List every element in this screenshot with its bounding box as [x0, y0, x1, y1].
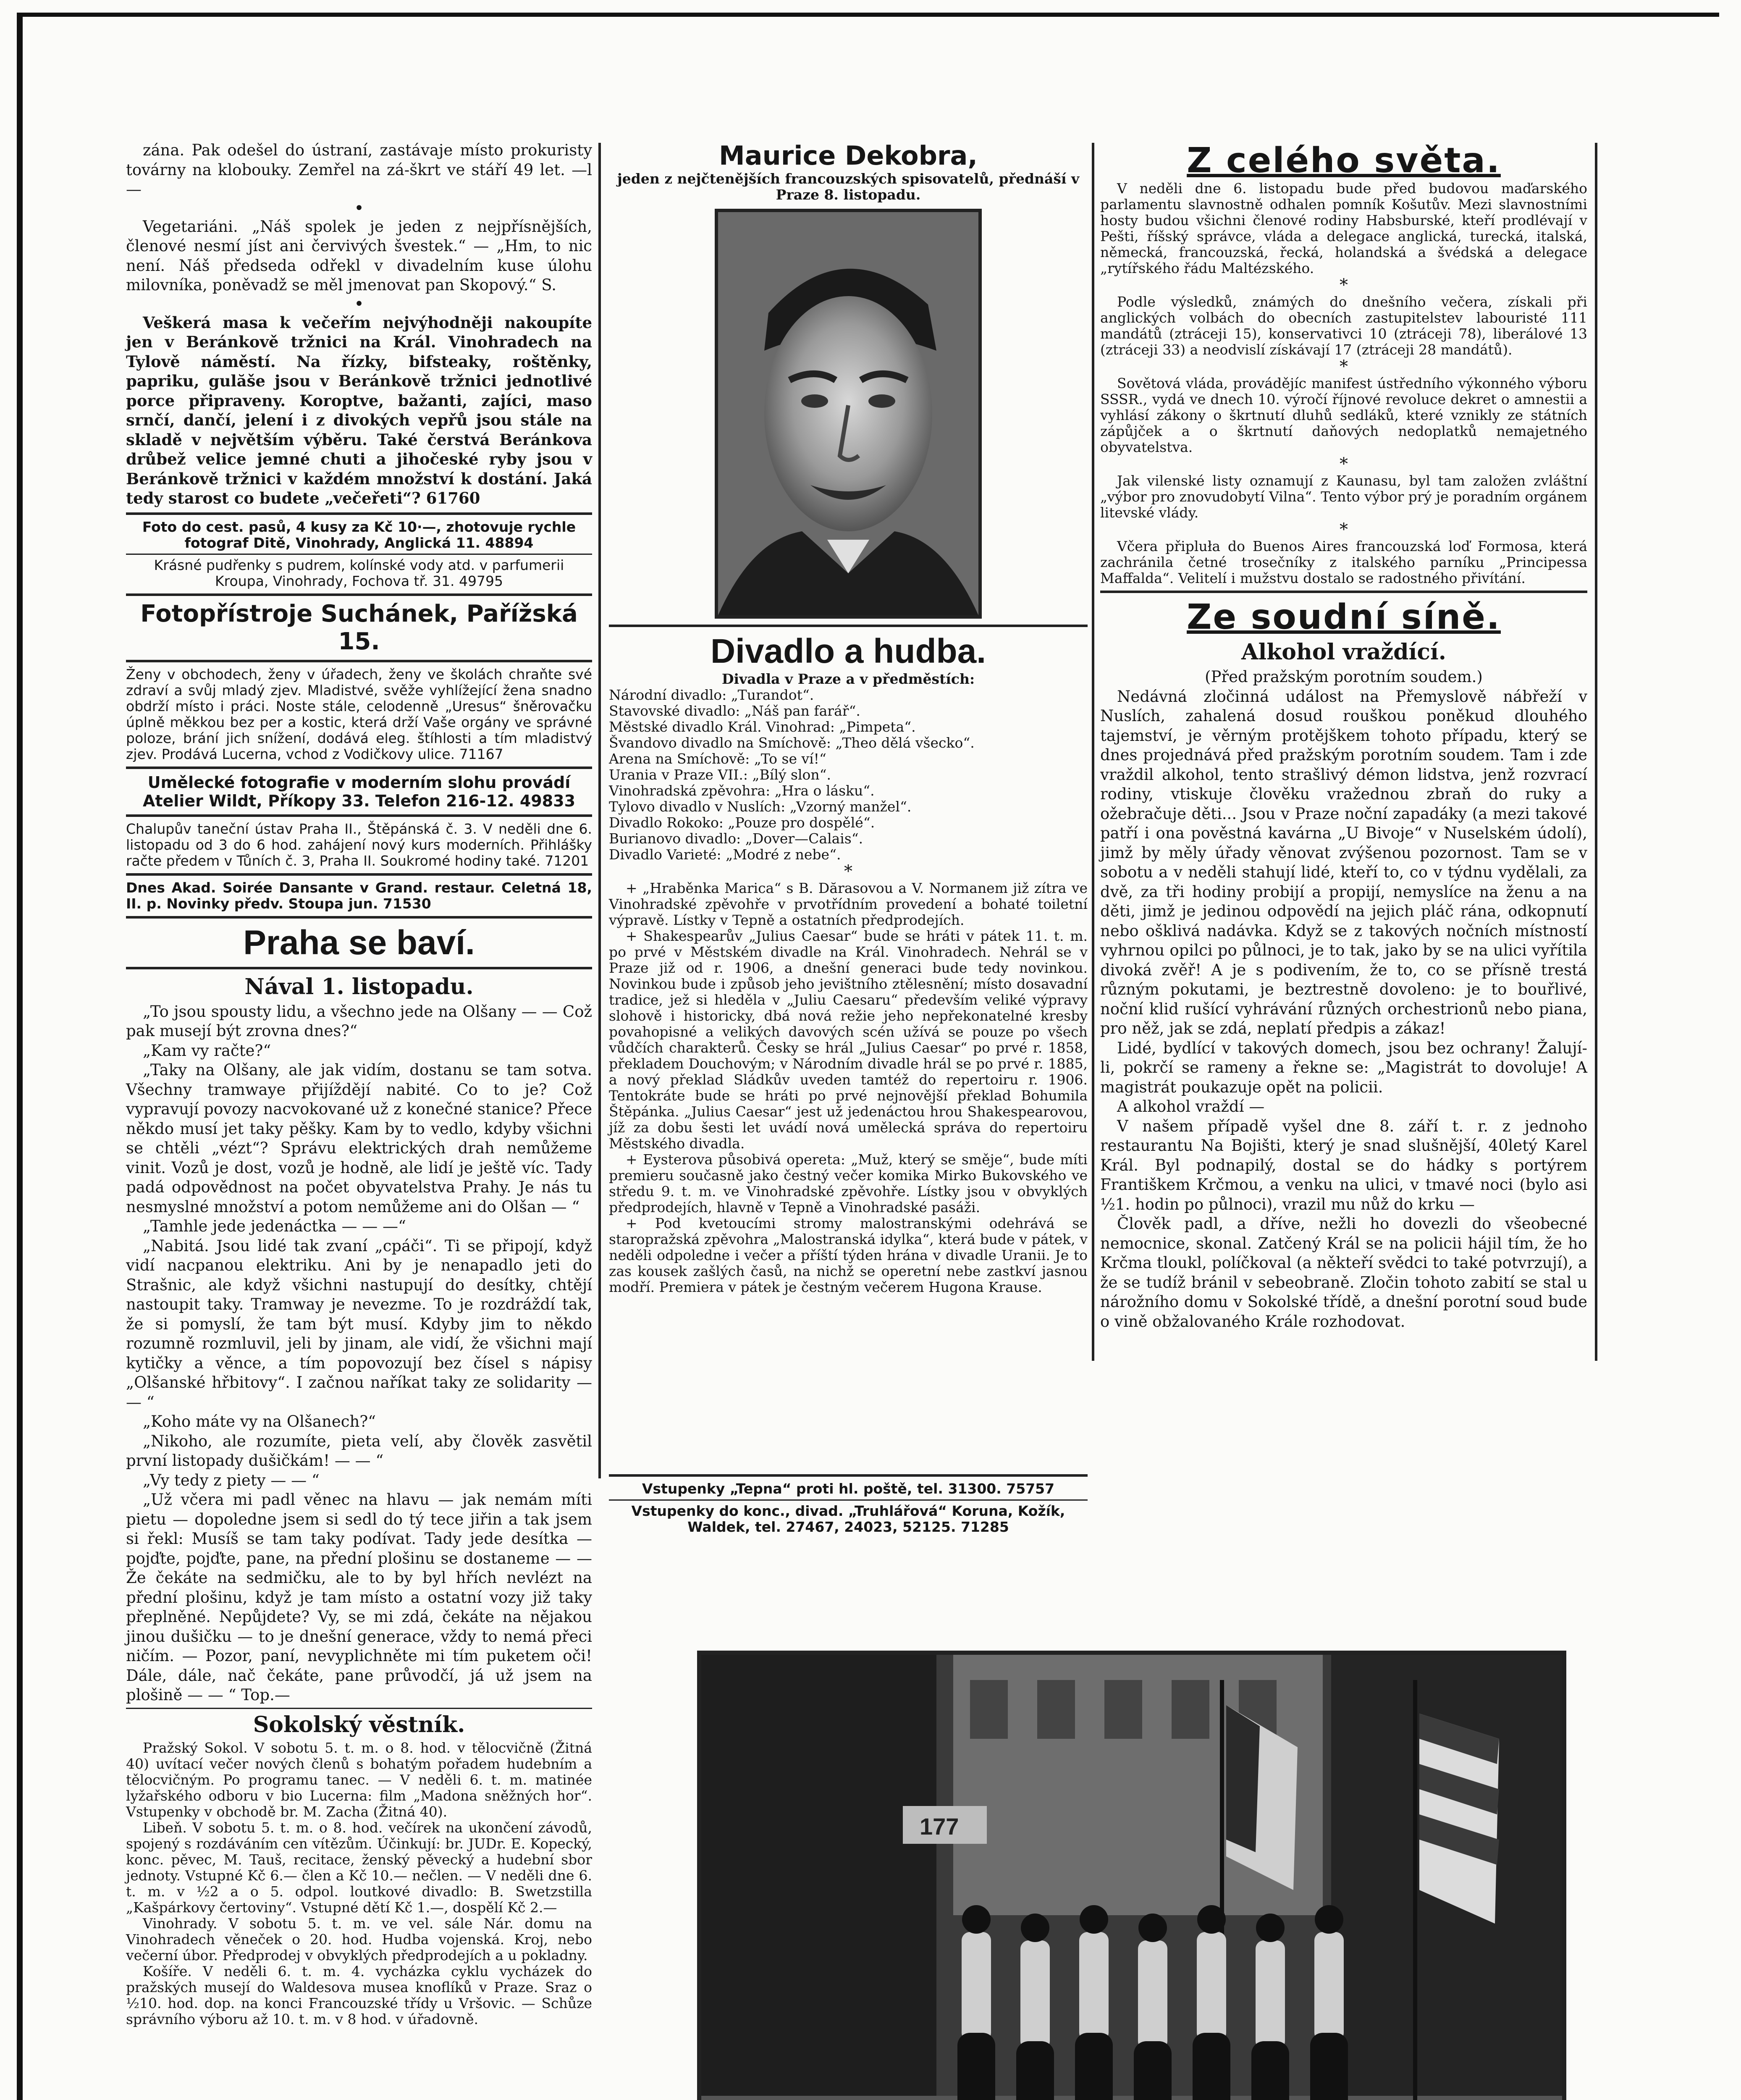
ad-photo-passport: Foto do cest. pasů, 4 kusy za Kč 10·—, zhotovuje rychle fotograf Ditě, Vinohrady, Anglická 11. 48894 [142, 518, 576, 551]
column-middle [609, 140, 1088, 1295]
separator: * [1340, 520, 1348, 539]
divider [1100, 591, 1587, 593]
ad-soiree: Dnes Akad. Soirée Dansante v Grand. restaur. Celetná 18, II. p. Novinky předv. Stoupa jun. 71530 [126, 879, 592, 912]
section-title-praha: Praha se baví. [243, 923, 475, 962]
sokol-item: Košíře. V neděli 6. t. m. 4. vycházka cyklu vycházek do pražských musejí do Waldesova musea knoflíků v Praze. Sraz o ½10. hod. dop. na konci Francouzské třídy u Vršovic. — Schůze správního výboru až 10. t. m. v 8 hod. v úřadovně. [126, 1963, 592, 2027]
theatre-listing: Divadlo Varieté: „Modré z nebe“. [609, 846, 841, 863]
ad-wildt-atelier: Umělecké fotografie v moderním slohu provádí Atelier Wildt, Příkopy 33. Telefon 216-12. 49833 [142, 773, 576, 810]
world-news-item: V neděli dne 6. listopadu bude před budovou maďarského parlamentu slavnostně odhalen pomník Košutův. Mezi slavnostními hosty budou všichni členové rodiny Habsburské, kteří prodlévají v Pešti, říšský správce, vláda a delegace anglická, turecká, italská, německá, francouzská, řecká, holandská a švédská a delegace „rytířského řádu Maltézského. [1100, 180, 1587, 276]
court-paragraph: Lidé, bydlící v takových domech, jsou bez ochrany! Žalují-li, pokrčí se rameny a řekne se: „Magistrát to dovoluje! A magistrát poukazuje opět na policii. [1100, 1039, 1587, 1096]
naval-paragraph: „Už včera mi padl věnec na hlavu — jak nemám míti pietu — dopoledne jsem si sedl do tý tece jiřin a tak jsem si řekl: Musíš se tam taky podívat. Tady jede desítka — pojďte, pojďte, pane, na přední plošinu se dostaneme — — Že čekáte na sedmičku, ale to by byl hřích nevlézt na přední plošinu, když je tam místo a ostatní vozy již taky přeplněné. Nepůjdete? Vy, se mi zdá, čekáte na nějakou jinou dušičku — to je dnešní generace, vždy to nemá přeci ničím. — Pozor, paní, nevyplichněte mi tím puketem oči! Dále, dále, nač čekáte, pane průvodčí, já už jsem na plošině — — “ Top.— [126, 1491, 592, 1704]
ad-suchanek-cameras: Fotopřístroje Suchánek, Pařížská 15. [140, 600, 578, 655]
theatre-news: + Shakespearův „Julius Caesar“ bude se hráti v pátek 11. t. m. po prvé v Městském divadle na Král. Vinohradech. Nehrál se v Praze již od r. 1906, a dnešní generaci bude tedy novinkou. Novinkou bude i způsob jeho jevištního ztělesnění; místo dosavadní tradice, jež si hleděla v „Juliu Caesaru“ především veliké výpravy slohově i historicky, dbá nová režie jeho nepřekonatelné kresby povahopisné a velikých davových scén užívá se pouze po všech vůdčích charakterů. Česky se hrál „Julius Caesar“ po prvé r. 1858, překladem Douchovým; v Národním divadle hrál se po prvé r. 1885, a nový překlad Sládkův uveden tamtéž do repertoiru r. 1906. Tentokráte bude se hráti po prvé nejnovější překlad Bohumila Štěpánka. „Julius Caesar“ jest už jedenáctou hrou Shakespearovou, jíž za dobu šesti let uvádí nová umělecká správa do repertoiru Městského divadla. [609, 928, 1088, 1152]
section-title-world: Z celého světa. [1187, 141, 1501, 181]
separator: * [1340, 276, 1348, 295]
naval-paragraph: „Nikoho, ale rozumíte, pieta velí, aby člověk zasvětil první listopady dušičkám! — — “ [126, 1432, 592, 1470]
column-rule [598, 143, 601, 1478]
section-title-sokol: Sokolský věstník. [253, 1712, 465, 1738]
divider [609, 1474, 1088, 1477]
section-title-court: Ze soudní síně. [1187, 597, 1501, 637]
theatre-listing: Městské divadlo Král. Vinohrad: „Pimpeta“. [609, 719, 916, 735]
sokol-item: Vinohrady. V sobotu 5. t. m. ve vel. sále Nár. domu na Vinohradech věneček o 20. hod. Hudba vojenská. Kroj, nebo večerní úbor. Předprodej v obvyklých předprodejích a u pokladny. [126, 1915, 592, 1964]
theatre-listing: Stavovské divadlo: „Náš pan farář“. [609, 703, 860, 719]
world-news-item: Jak vilenské listy oznamují z Kaunasu, byl tam založen zvláštní „výbor pro znovudobytí Vilna“. Tento výbor prý je poradním orgánem litevské vlády. [1100, 472, 1587, 521]
naval-paragraph: „Kam vy račte?“ [143, 1041, 271, 1060]
dekobra-portrait [715, 209, 982, 619]
separator: * [844, 862, 852, 881]
court-article-title: Alkohol vraždící. [1241, 639, 1446, 665]
divider [126, 593, 592, 596]
naval-paragraph: „Koho máte vy na Olšanech?“ [143, 1412, 376, 1431]
photo-image [701, 1655, 1562, 2100]
naval-paragraph: „To jsou spousty lidu, a všechno jede na Olšany — — Což pak musejí být zrovna dnes?“ [126, 1002, 592, 1040]
divider [126, 1708, 592, 1709]
separator: * [1340, 454, 1348, 474]
court-lead: (Před pražským porotním soudem.) [1205, 668, 1483, 686]
ad-meat-market: Veškerá masa k večeřím nejvýhodněji nakoupíte jen v Beránkově tržnici na Král. Vinohradech na Tylově náměstí. Na řízky, bifsteaky, roštěnky, papriku, gulăše jsou v Beránkově tržnici jednotlivé porce připraveny. Koroptve, bažanti, zajíci, maso srnčí, dančí, jelení i z divokých vepřů jsou stále na skladě v největším výběru. Také čerstvá Beránkova drůbež velice jemné chuti a jihočeské ryby jsou v Beránkově tržnici v každém množství k dostání. Jaká tedy starost co budete „večeřeti“? 61760 [126, 313, 592, 507]
separator: • [354, 294, 364, 314]
article-title-naval: Nával 1. listopadu. [244, 974, 474, 1000]
world-news-item: Včera připluła do Buenos Aires francouzská loď Formosa, která zachránila četné trosečníky z italského parníku „Principessa Maffalda“. Velitelí i mužstvu dostalo se radostného přivítání. [1100, 538, 1587, 586]
sokol-item: Pražský Sokol. V sobotu 5. t. m. o 8. hod. v tělocvičně (Žitná 40) uvítací večer nových členů s bohatým pořadem hudebním a tělocvičným. Po programu tanec. — V neděli 6. t. m. matinée lyžařského odboru v bio Lucerna: film „Madona sněžných hor“. Vstupenky v obchodě br. M. Zacha (Žitná 40). [126, 1739, 592, 1820]
vegetarians-joke: Vegetariáni. „Náš spolek je jeden z nejpřísnějších, členové nesmí jíst ani červivých švestek.“ — „Hm, to nic není. Náš předseda odřekl v divadelním kuse úlohu milovníka, poněvadž se měl jmenovat pan Skopový.“ S. [126, 217, 592, 294]
naval-paragraph: „Nabitá. Jsou lidé tak zvaní „cpáči“. Ti se připojí, když vidí nacpanou elektriku. Ani by je nenapadlo jeti do Strašnic, ale když všichni nastupují do desítky, chtějí nastoupit taky. Tramway je nevezme. To je rozdráždí tak, že si pomyslí, že tam být musí. Kdyby jim to někdo rozumně rozmluvil, jeli by jinam, ale vidí, že všichni mají kytičky a věnce, a tím popovozují bez čísel s nápisy „Olšanské hřbitovy“. I začnou naříkat taky ze solidarity — — “ [126, 1236, 592, 1411]
column-middle-footer [609, 1470, 1088, 1535]
theatre-listing: Arena na Smíchově: „To se ví!“ [609, 751, 826, 767]
opening-paragraph: zána. Pak odešel do ústraní, zastávaje místo prokuristy továrny na klobouky. Zemřel na zá-škrt ve stáří 49 let. —l— [126, 141, 592, 198]
divider [126, 554, 592, 555]
photo-sign-number: 177 [920, 1813, 959, 1840]
column-rule [1595, 143, 1597, 1361]
world-news-item: Podle výsledků, známých do dnešního večera, získali při anglických volbách do obecních zastupitelstev labouristé 111 mandátů (ztráceji 15), konservativci 10 (ztráceji 78), liberálové 13 (ztráceji 33) a neodvislí získávají 17 (ztráceji 28 mandátů). [1100, 294, 1587, 358]
court-paragraph: Člověk padl, a dříve, nežli ho dovezli do všeobecné nemocnice, skonal. Zatčený Král se na policii hájil tím, že ho Krčma tloukl, políčkoval (a někteří svědci to také potvrzují), a že se tudíž bránil v sebeobraně. Zločin tohoto zabití se stal u nárožního domu v Sokolské třídě, a dnešní porotní soud bude o vině obžalovaného Krále rozhodovat. [1100, 1215, 1587, 1331]
divider [609, 1499, 1088, 1501]
theatre-listing: Tylovo divadlo v Nuslích: „Vzorný manžel“. [609, 798, 912, 815]
divider [126, 814, 592, 817]
theatre-listing: Vinohradská zpěvohra: „Hra o lásku“. [609, 782, 875, 799]
column-rule [1092, 143, 1094, 1361]
theatre-listing: Urania v Praze VII.: „Bílý slon“. [609, 766, 831, 783]
divider [126, 766, 592, 769]
divider [126, 916, 592, 919]
zouaves-photo [697, 1651, 1566, 2100]
divider [126, 512, 592, 515]
theatre-listing: Národní divadlo: „Turandot“. [609, 687, 814, 703]
separator: * [1340, 357, 1348, 376]
theatre-news: + „Hraběnka Marica“ s B. Dărasovou a V. Normanem již zítra ve Vinohradské zpěvohře v prvotřídním provedení a bohaté toiletní výpravě. Lístky v Tepně a ostatních předprodejích. [609, 880, 1088, 928]
ad-chalupa-dance: Chalupův taneční ústav Praha II., Štěpánská č. 3. V neděli dne 6. listopadu od 3 do 6 hod. zahájení nový kurs moderních. Přihlášky račte předem v Tůních č. 3, Praha II. Soukromé hodiny také. 71201 [126, 820, 592, 869]
divadlo-heading: Divadla v Praze a v předměstích: [721, 671, 975, 687]
divider [126, 660, 592, 662]
theatre-listing: Burianovo divadlo: „Dover—Calais“. [609, 830, 863, 847]
dekobra-title: Maurice Dekobra, [719, 140, 978, 171]
separator: • [354, 198, 364, 218]
column-right [1100, 141, 1587, 1426]
portrait-image [718, 212, 978, 615]
world-news-item: Sovětová vláda, provádějíc manifest ústředního výkonného výboru SSSR., vydá ve dnech 10. výročí říjnové revoluce dekret o amnestii a vyhlásí zákony o škrtnutí dluhů sedláků, které vznikly ze státních zápůjček a o škrtnutí daňových nedoplatků nemajetného obyvatelstva. [1100, 375, 1587, 455]
naval-paragraph: „Tamhle jede jedenáctka — — —“ [143, 1217, 406, 1235]
theatre-news: + Pod kvetoucími stromy malostranskými odehrává se staropražská zpěvohra „Malostranská idylka“, která bude v pátek, v neděli odpoledne i večer a příští týden hrána v divadle Uranii. Je to zas kousek zašlých časů, na nichž se operetní nebe zastkví jasnou modří. Premiera v pátek je čestným večerem Hugona Krause. [609, 1215, 1088, 1295]
sokol-item: Libeň. V sobotu 5. t. m. o 8. hod. večírek na ukončení závodů, spojený s rozdáváním cen vítězům. Účinkují: br. JUDr. E. Kopecký, konc. pěvec, M. Tauš, recitace, ženský pěvecký a hudební sbor jednoty. Vstupné Kč 6.— člen a Kč 10.— nečlen. — V neděli dne 6. t. m. v ½2 a o 5. odpol. loutkové divadlo: B. Swetzstilla „Kašpárkovy čertoviny“. Vstupné dětí Kč 1.—, dospělí Kč 2.— [126, 1819, 592, 1916]
dekobra-subtitle: jeden z nejčtenějších francouzských spisovatelů, přednáší v Praze 8. listopadu. [617, 171, 1080, 203]
ad-powder-compacts: Krásné pudřenky s pudrem, kolínské vody atd. v parfumerii Kroupa, Vinohrady, Fochova tř. 31. 49795 [154, 556, 564, 589]
divider [126, 873, 592, 876]
theatre-listing: Švandovo divadlo na Smíchově: „Theo dělá všecko“. [609, 735, 975, 751]
divider [126, 967, 592, 969]
ad-uresus-corset: Ženy v obchodech, ženy v úřadech, ženy ve školách chraňte své zdraví a svůj mladý zjev. Mladistvé, svěže vyhlížející žena snadno obdrží místo i práci. Noste stále, celodenně „Uresus“ šněrovačku úplně měkkou bez per a kostic, která drží Vaše orgány ve správné poloze, brání jich snížení, dodává eleg. štíhlosti a tím mladistvý zjev. Prodává Lucerna, vchod z Vodičkovy ulice. 71167 [126, 666, 592, 762]
naval-paragraph: „Taky na Olšany, ale jak vidím, dostanu se tam sotva. Všechny tramwaye přijíždějí nabité. Co to je? Což vypravují povozy nacvokované už z konečné stanice? Přece někdo musí jet taky pěšky. Kam by to vedlo, kdyby všichni se chtěli „vézt“? Správu elektrických drah nemůžeme vinit. Vozů je dost, vozů je hodně, ale lidí je ještě víc. Tady padá odpovědnost na počet obyvatelstva Prahy. Je nás tu nesmyslné množství a potom nemůžeme ani do Olšan — “ [126, 1061, 592, 1216]
section-title-divadlo: Divadlo a hudba. [710, 632, 986, 670]
theatre-listing: Divadlo Rokoko: „Pouze pro dospělé“. [609, 814, 875, 831]
ad-truhlarova-tickets: Vstupenky do konc., divad. „Truhlářová“ Koruna, Kožík, Waldek, tel. 27467, 24023, 52125. 71285 [631, 1503, 1065, 1535]
court-paragraph: V našem případě vyšel dne 8. září t. r. z jednoho restaurantu Na Bojišti, který je snad slušnější, 40letý Karel Král. Byl podnapilý, dostal se do hádky s portýrem Františkem Krčmou, a venku na ulici, v tmavé noci (bylo asi ½1. hodin po půlnoci), vrazil mu nůž do krku — [1100, 1117, 1587, 1213]
naval-paragraph: „Vy tedy z piety — — “ [143, 1471, 320, 1489]
ad-tepna-tickets: Vstupenky „Tepna“ proti hl. poště, tel. 31300. 75757 [642, 1480, 1055, 1497]
court-paragraph: Nedávná zločinná událost na Přemyslově nábřeží v Nuslích, zahalená dosud rouškou poněkud dlouhého tajemství, je věrným protějškem tohoto případu, který se dnes projednává před pražským porotním soudem. Tam i zde vraždil alkohol, tento strašlivý démon lidstva, jenž rozvrací rodiny, vtiskuje člověku vražednou zbraň do ruky a ožebračuje děti... Jsou v Praze noční zapadáky (a mezi takové patří i ona pověstná kavárna „U Bivoje“ v Nuselském údolí), jimž by měly úřady věnovat zvýšenou pozornost. Tam se v sobotu a v neděli stahují lidé, kteří to, co v týdnu vydělali, za dvě, za tři hodiny probijí a propijí, nemyslíce na ženu a na děti, jimž je jedinou odpovědí na jejich pláč rána, odkopnutí nebo ošklivá nadávka. Když se z takových nočních místností vyhrnou opilci po půlnoci, je to tak, jako by se na ulici vyřítila divoká zvěř! A je s podivením, že to, co se přísně trestá různým pokutami, je beztrestně dovoleno: je to bouřlivé, noční klid rušící vyhrávání různých orchestrionů nebo piana, pro něž, jak se zdá, neplatí předpis a zákaz! [1100, 687, 1587, 1037]
theatre-news: + Eysterova působivá opereta: „Muž, který se směje“, bude míti premieru současně jako čestný večer komika Mirko Bukovského ve středu 9. t. m. ve Vinohradské zpěvohře. Lístky jsou v obvyklých předprodejích, hlavně v Tepně a Vinohradské pasáži. [609, 1151, 1088, 1215]
court-paragraph: A alkohol vraždí — [1117, 1097, 1265, 1116]
column-left [126, 141, 592, 2100]
divider [609, 625, 1088, 627]
